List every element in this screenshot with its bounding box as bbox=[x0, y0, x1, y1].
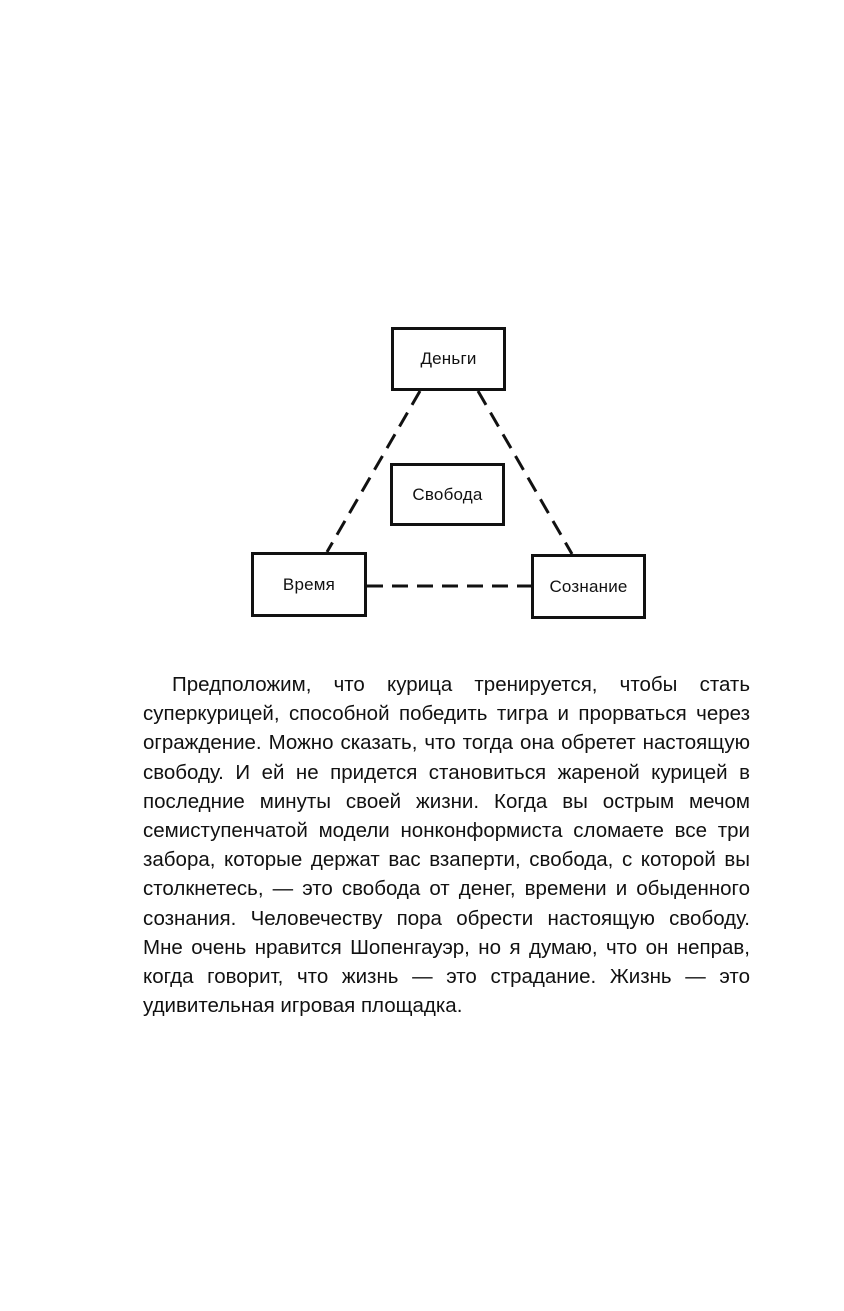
node-money bbox=[391, 327, 506, 391]
node-freedom bbox=[390, 463, 505, 526]
node-money-label: Деньги bbox=[420, 349, 477, 368]
body-paragraph: Предположим, что курица тренируется, чтобы стать суперкурицей, способной победить тигра и прорваться через ограждение. Можно сказать, что тогда она обретет настоящую свободу. И ей не придется становиться жареной курицей в последние минуты своей жизни. Когда вы острым мечом семиступенчатой модели нонконформиста сломаете все три забора, которые держат вас взаперти, свобода, с которой вы столкнетесь, — это свобода от денег, времени и обыденного сознания. Человечеству пора обрести настоящую свободу. Мне очень нравится Шопенгауэр, но я думаю, что он неправ, когда говорит, что жизнь — это страдание. Жизнь — это удивительная игровая площадка. bbox=[143, 673, 750, 1018]
diagram-connectors bbox=[0, 0, 844, 640]
node-consciousness-label: Сознание bbox=[549, 576, 628, 596]
node-consciousness bbox=[531, 554, 646, 619]
node-freedom-label: Свобода bbox=[412, 484, 483, 504]
node-time-label: Время bbox=[282, 574, 336, 594]
freedom-triangle-diagram bbox=[0, 0, 844, 640]
node-time bbox=[251, 552, 367, 617]
body-text bbox=[143, 670, 750, 1020]
